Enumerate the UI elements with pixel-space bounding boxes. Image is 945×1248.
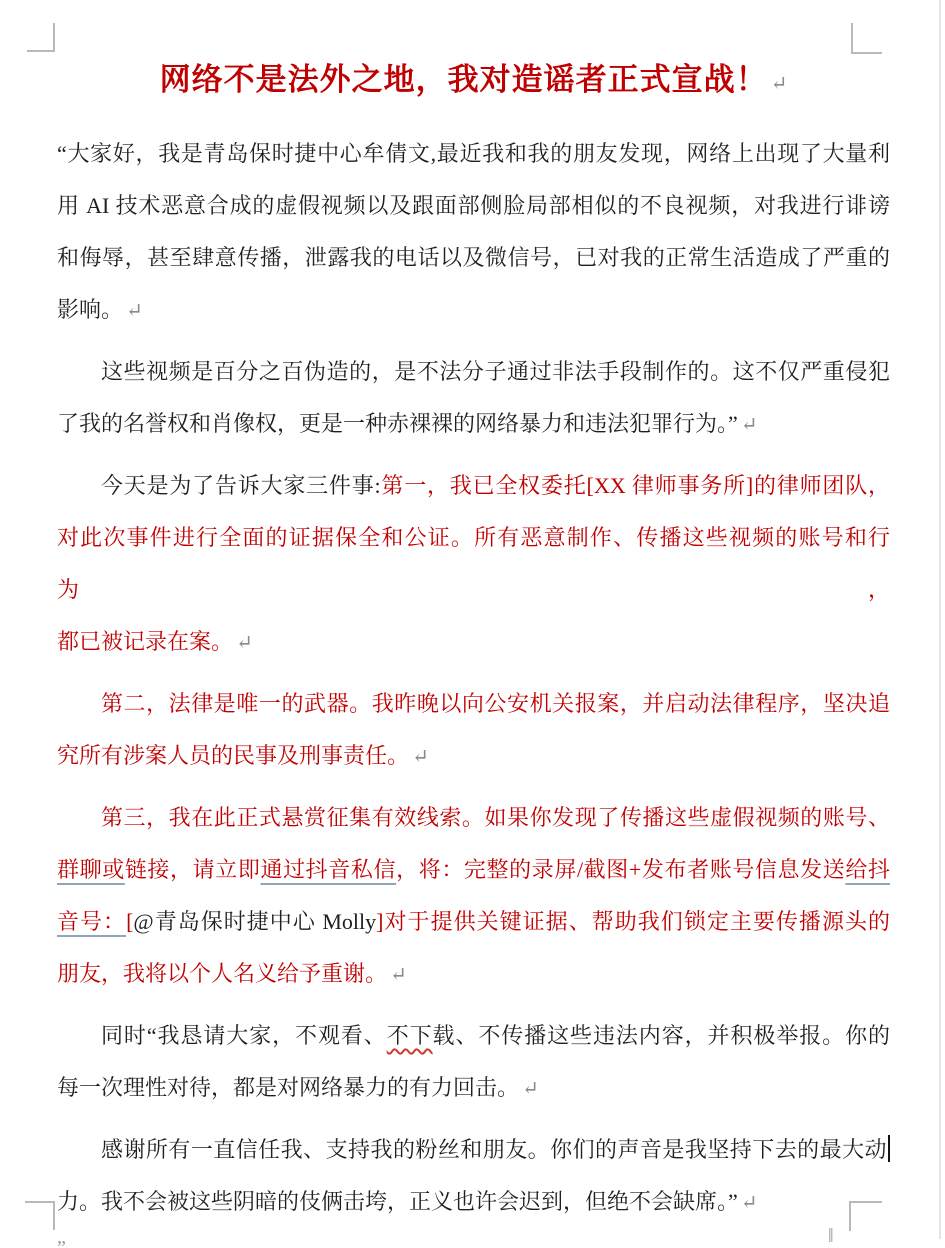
paragraph-mark: ↵ xyxy=(740,414,758,436)
paragraph[interactable] xyxy=(57,460,890,669)
text-run[interactable]: 和侮辱，甚至肆意传播，泄露我的电话以及微信号，已对我的正常生活造成了严重的 xyxy=(57,245,890,270)
paragraph[interactable] xyxy=(57,346,890,451)
title-text: 网络不是法外之地，我对造谣者正式宣战！ xyxy=(159,62,768,97)
paragraph[interactable] xyxy=(57,128,890,337)
text-run[interactable]: 用 AI 技术恶意合成的虚假视频以及跟面部侧脸局部相似的不良视频，对我进行诽谤 xyxy=(57,193,890,218)
text-run[interactable]: 每一次理性对待，都是对网络暴力的有力回击。 xyxy=(57,1075,520,1100)
paragraph-mark: ↵ xyxy=(126,300,143,322)
paragraph-mark: ↵ xyxy=(390,964,407,986)
text-run[interactable]: 音号： xyxy=(57,909,127,934)
text-line[interactable] xyxy=(57,1176,890,1229)
crop-mark-top-right xyxy=(851,23,882,54)
paragraph-mark: ↵ xyxy=(740,1192,758,1214)
text-run[interactable]: 影响。 xyxy=(57,297,124,322)
crop-mark-bottom-left xyxy=(25,1201,55,1230)
text-run[interactable]: “大家好，我是青岛保时捷中心牟倩文,最近我和我的朋友发现，网络上出现了大量利 xyxy=(57,141,890,166)
text-line[interactable] xyxy=(57,180,890,232)
text-run[interactable]: 这些视频是百分之百伪造的，是不法分子通过非法手段制作的。这不仅严重侵犯 xyxy=(101,359,890,384)
text-line[interactable] xyxy=(57,730,890,783)
text-line[interactable] xyxy=(57,232,890,284)
paragraph[interactable] xyxy=(57,1124,890,1229)
text-line[interactable] xyxy=(57,128,890,180)
text-cursor xyxy=(888,1135,890,1162)
text-line[interactable] xyxy=(57,616,890,669)
text-run[interactable]: @青岛保时捷中心 Molly xyxy=(133,909,377,934)
clipped-glyph-fragment: ‖ xyxy=(828,1225,834,1247)
text-run[interactable]: 第一，我已全权委托[XX 律师事务所]的律师团队， xyxy=(380,473,890,498)
text-line[interactable] xyxy=(57,284,890,337)
text-run[interactable]: 群聊或 xyxy=(57,857,125,882)
text-line[interactable] xyxy=(57,792,890,844)
paragraph-mark: ↵ xyxy=(236,632,253,654)
text-line[interactable] xyxy=(57,844,890,896)
paragraph-mark: ↵ xyxy=(412,746,429,768)
text-run[interactable]: ]对于提供关键证据、帮助我们锁定主要传播源头的 xyxy=(376,909,891,934)
paragraph[interactable] xyxy=(57,678,890,783)
text-run[interactable]: 对此次事件进行全面的证据保全和公证。所有恶意制作、传播这些视频的账号和行为， xyxy=(57,525,890,602)
text-run[interactable]: 都已被记录在案。 xyxy=(57,629,234,654)
text-run[interactable]: 朋友，我将以个人名义给予重谢。 xyxy=(57,961,388,986)
text-run[interactable]: 载、不传播这些违法内容，并积极举报。你的 xyxy=(432,1023,890,1048)
document-body[interactable] xyxy=(57,128,890,1229)
text-run[interactable]: 同时“我恳请大家，不观看、 xyxy=(101,1023,387,1048)
clipped-glyph-fragment: „ xyxy=(57,1226,66,1248)
crop-mark-top-left xyxy=(27,23,55,52)
text-line[interactable] xyxy=(57,346,890,398)
text-run[interactable]: 究所有涉案人员的民事及刑事责任。 xyxy=(57,743,410,768)
text-run[interactable]: 第三，我在此正式悬赏征集有效线索。如果你发现了传播这些虚假视频的账号、 xyxy=(101,805,890,830)
text-run[interactable]: 第二，法律是唯一的武器。我昨晚以向公安机关报案，并启动法律程序，坚决追 xyxy=(101,691,890,716)
text-line[interactable] xyxy=(57,1062,890,1115)
text-run[interactable]: 了我的名誉权和肖像权，更是一种赤裸裸的网络暴力和违法犯罪行为。” xyxy=(57,411,738,436)
text-line[interactable] xyxy=(57,512,890,616)
text-line[interactable] xyxy=(57,896,890,948)
paragraph[interactable] xyxy=(57,792,890,1001)
text-run[interactable]: 感谢所有一直信任我、支持我的粉丝和朋友。你们的声音是我坚持下去的最大动 xyxy=(101,1137,887,1162)
paragraph-mark: ↵ xyxy=(770,73,788,95)
paragraph[interactable] xyxy=(57,1010,890,1115)
text-run[interactable]: 通过抖音私信 xyxy=(260,857,397,882)
text-line[interactable] xyxy=(57,948,890,1001)
text-run[interactable]: 给抖 xyxy=(845,857,890,882)
text-line[interactable] xyxy=(57,1124,890,1176)
text-run[interactable]: [ xyxy=(126,909,134,934)
document-content[interactable] xyxy=(57,56,891,1248)
text-run[interactable]: ，将：完整的录屏/截图+发布者账号信息发送 xyxy=(396,857,846,882)
text-line[interactable] xyxy=(57,1010,890,1062)
document-title xyxy=(57,56,890,110)
text-run[interactable]: 力。我不会被这些阴暗的伎俩击垮，正义也许会迟到，但绝不会缺席。” xyxy=(57,1189,738,1214)
text-run[interactable]: 今天是为了告诉大家三件事: xyxy=(101,473,381,498)
text-run[interactable]: 链接，请立即 xyxy=(124,857,261,882)
text-line[interactable] xyxy=(57,678,890,730)
text-line[interactable] xyxy=(57,460,890,512)
text-line[interactable] xyxy=(57,398,890,451)
text-run[interactable]: 不下 xyxy=(386,1023,433,1048)
paragraph-mark: ↵ xyxy=(522,1078,539,1100)
page-edge-line xyxy=(939,0,941,1239)
